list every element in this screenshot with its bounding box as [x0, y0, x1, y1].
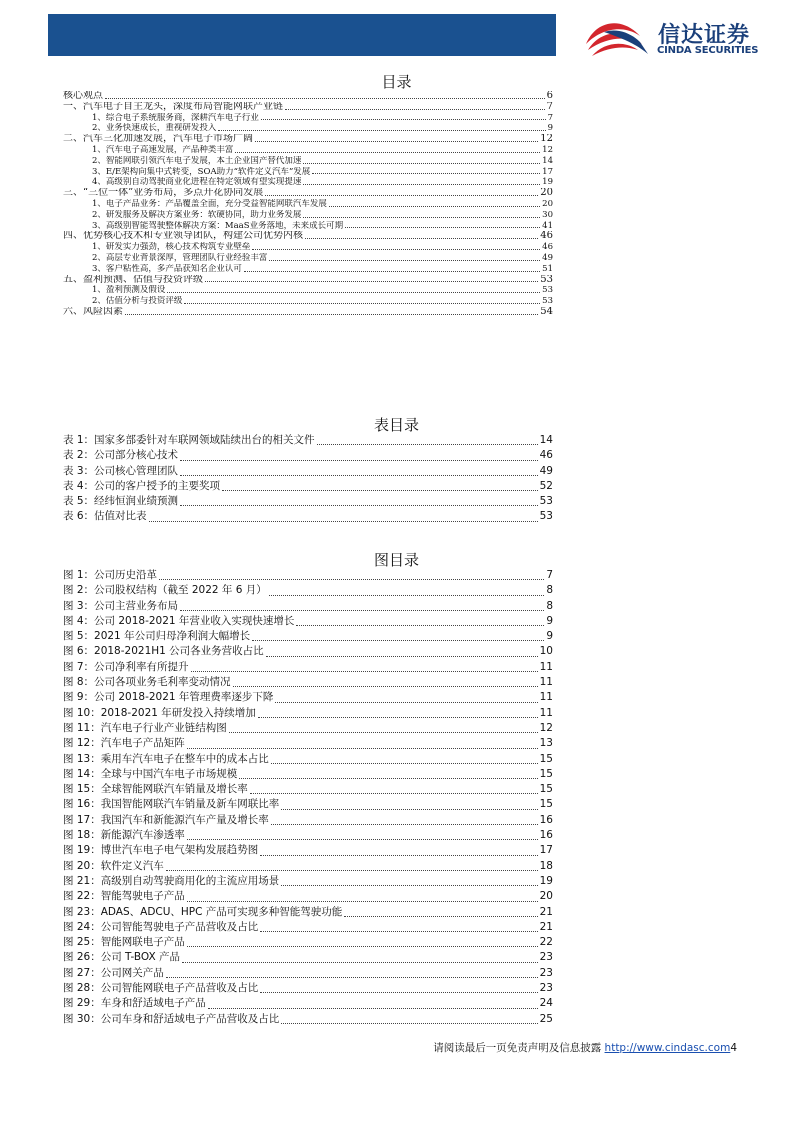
tables-list-title: 表目录: [373, 416, 419, 434]
dot-leader: [329, 206, 540, 207]
list-of-tables: [63, 433, 553, 525]
toc-entry-page: 52: [539, 479, 553, 492]
toc-entry-page: 11: [539, 660, 553, 673]
toc-entry[interactable]: [63, 859, 553, 874]
logo-chinese-name: 信达证券: [658, 23, 751, 48]
toc-entry-page: 53: [540, 274, 553, 285]
toc-entry-label: 3、高级别智能驾驶整体解决方案：MaaS业务落地，未来成长可期: [92, 220, 344, 231]
toc-entry-label: 核心观点: [63, 91, 103, 101]
toc-entry-page: 53: [539, 495, 553, 508]
toc-entry-page: 16: [539, 829, 553, 842]
toc-entry-page: 15: [539, 783, 553, 796]
toc-entry-page: 49: [539, 464, 553, 477]
toc-entry-label: 图 7：公司净利率有所提升: [63, 660, 189, 673]
dot-leader: [125, 314, 538, 315]
toc-entry-page: 53: [539, 510, 553, 523]
toc-entry-page: 24: [539, 997, 553, 1010]
toc-entry-page: 54: [540, 306, 553, 317]
toc-entry-page: 11: [539, 706, 553, 719]
toc-entry-label: 2、高层专业背景深厚，管理团队行业经验丰富: [92, 252, 268, 263]
dot-leader: [218, 130, 545, 131]
dot-leader: [191, 671, 538, 672]
toc-entry-page: 20: [540, 188, 553, 199]
toc-entry-page: 14: [539, 434, 553, 446]
toc-entry[interactable]: [63, 874, 553, 889]
toc-entry[interactable]: [63, 721, 553, 736]
toc-entry[interactable]: [63, 433, 553, 448]
cinda-logo: [582, 14, 782, 60]
toc-entry-page: 51: [542, 263, 553, 274]
dot-leader: [166, 977, 538, 978]
toc-entry[interactable]: [63, 156, 553, 167]
toc-entry[interactable]: [63, 629, 553, 644]
dot-leader: [208, 1008, 538, 1009]
toc-entry-label: 表 4：公司的客户授予的主要奖项: [63, 479, 221, 492]
dot-leader: [187, 946, 538, 947]
toc-entry-page: 12: [539, 721, 553, 734]
toc-entry-label: 三、“三位一体”业务布局，多点开花协同发展: [63, 188, 264, 199]
toc-entry-label: 图 19：博世汽车电子电气架构发展趋势图: [63, 844, 259, 857]
dot-leader: [205, 281, 538, 282]
dot-leader: [281, 809, 537, 810]
toc-entry-label: 2、研发服务及解决方案业务：软硬协同，助力业务发展: [92, 209, 302, 220]
logo-english-name: CINDA SECURITIES: [657, 45, 759, 56]
toc-entry-label: 图 8：公司各项业务毛利率变动情况: [63, 676, 231, 689]
toc-entry[interactable]: [63, 767, 553, 782]
dot-leader: [184, 303, 540, 304]
dot-leader: [229, 732, 538, 733]
toc-entry-label: 图 21：高级别自动驾驶商用化的主流应用场景: [63, 874, 280, 887]
toc-entry-page: 22: [539, 936, 553, 949]
toc-entry-page: 9: [547, 123, 553, 134]
dot-leader: [261, 119, 546, 120]
toc-entry[interactable]: [63, 797, 553, 812]
toc-entry-page: 23: [539, 951, 553, 964]
toc-entry-label: 图 14：全球与中国汽车电子市场规模: [63, 767, 238, 780]
toc-entry-page: 8: [546, 599, 553, 612]
dot-leader: [180, 610, 544, 611]
dot-leader: [271, 824, 538, 825]
dot-leader: [305, 238, 538, 239]
dot-leader: [187, 901, 538, 902]
dot-leader: [233, 686, 538, 687]
toc-entry-page: 9: [546, 614, 553, 627]
toc-entry[interactable]: [63, 690, 553, 705]
dot-leader: [266, 656, 538, 657]
dot-leader: [187, 839, 538, 840]
dot-leader: [296, 625, 544, 626]
toc-entry-page: 15: [539, 752, 553, 765]
toc-entry[interactable]: [63, 828, 553, 843]
dot-leader: [250, 793, 538, 794]
toc-entry[interactable]: [63, 509, 553, 524]
toc-entry[interactable]: [63, 145, 553, 156]
dot-leader: [252, 640, 544, 641]
toc-entry[interactable]: [63, 675, 553, 690]
toc-entry-page: 13: [539, 737, 553, 750]
toc-entry[interactable]: [63, 996, 553, 1011]
toc-entry-label: 3、客户粘性高，多产品获知名企业认可: [92, 263, 242, 274]
toc-entry-label: 图 13：乘用车汽车电子在整车中的成本占比: [63, 752, 269, 765]
toc-entry[interactable]: [63, 199, 553, 210]
toc-entry-page: 6: [546, 91, 553, 101]
toc-entry[interactable]: [63, 736, 553, 751]
toc-entry[interactable]: [63, 935, 553, 950]
toc-entry-page: 19: [539, 874, 553, 887]
toc-entry-page: 15: [539, 798, 553, 811]
cinda-emblem-icon: [582, 14, 652, 60]
dot-leader: [167, 292, 540, 293]
toc-entry-page: 7: [547, 112, 553, 123]
dot-leader: [275, 702, 537, 703]
toc-entry[interactable]: [63, 614, 553, 629]
dot-leader: [281, 885, 537, 886]
toc-entry-page: 21: [539, 920, 553, 933]
toc-entry-label: 1、汽车电子高速发展，产品种类丰富: [92, 144, 234, 155]
toc-entry-label: 一、汽车电子自主龙头，深度布局智能网联产业链: [63, 101, 283, 112]
toc-entry-page: 23: [539, 982, 553, 995]
toc-entry-label: 图 22：智能驾驶电子产品: [63, 890, 185, 903]
header-band: [48, 14, 556, 56]
toc-entry-page: 18: [539, 859, 553, 872]
toc-entry[interactable]: [63, 782, 553, 797]
dot-leader: [235, 152, 540, 153]
toc-entry-label: 图 25：智能网联电子产品: [63, 936, 185, 949]
toc-entry-page: 14: [542, 155, 553, 166]
toc-entry-page: 20: [542, 198, 553, 209]
dot-leader: [255, 141, 538, 142]
toc-entry-label: 图 3：公司主营业务布局: [63, 599, 179, 612]
toc-entry-label: 二、汽车三化加速发展，汽车电子市场广阔: [63, 134, 253, 145]
toc-entry[interactable]: [63, 221, 553, 232]
toc-entry[interactable]: [63, 905, 553, 920]
toc-entry-page: 8: [546, 584, 553, 597]
toc-entry[interactable]: [63, 253, 553, 264]
toc-entry[interactable]: [63, 177, 553, 188]
toc-entry-page: 53: [542, 296, 553, 307]
toc-entry[interactable]: [63, 843, 553, 858]
toc-entry[interactable]: [63, 113, 553, 124]
toc-entry-page: 30: [542, 209, 553, 220]
dot-leader: [180, 460, 538, 461]
toc-entry-label: 图 4：公司 2018-2021 年营业收入实现快速增长: [63, 614, 295, 627]
toc-entry-label: 1、电子产品业务：产品覆盖全面，充分受益智能网联汽车发展: [92, 198, 327, 209]
toc-entry-label: 1、盈利预测及假设: [92, 285, 166, 296]
toc-entry-label: 1、综合电子系统服务商，深耕汽车电子行业: [92, 112, 259, 123]
toc-entry[interactable]: [63, 706, 553, 721]
toc-entry[interactable]: [63, 264, 553, 275]
website-link[interactable]: http://www.cindasc.com: [604, 1042, 731, 1054]
toc-entry[interactable]: [63, 599, 553, 614]
toc-entry[interactable]: [63, 568, 553, 583]
toc-entry-page: 46: [542, 242, 553, 253]
toc-entry-label: 3、E/E架构向集中式转变，SOA助力“软件定义汽车”发展: [92, 166, 311, 177]
toc-entry-page: 46: [539, 449, 553, 462]
toc-entry[interactable]: [63, 285, 553, 296]
dot-leader: [303, 184, 540, 185]
dot-leader: [149, 521, 538, 522]
toc-entry-label: 图 5：2021 年公司归母净利润大幅增长: [63, 630, 251, 643]
list-of-figures: [63, 568, 553, 1027]
toc-entry-label: 四、优势核心技术和专业领导团队，构建公司优势内核: [63, 231, 303, 242]
toc-entry-page: 17: [542, 166, 553, 177]
toc-entry-label: 图 30：公司车身和舒适域电子产品营收及占比: [63, 1012, 280, 1025]
toc-entry[interactable]: [63, 981, 553, 996]
toc-entry-label: 2、智能网联引领汽车电子发展，本土企业国产替代加速: [92, 155, 302, 166]
dot-leader: [260, 855, 537, 856]
toc-entry-label: 图 24：公司智能驾驶电子产品营收及占比: [63, 920, 259, 933]
toc-entry[interactable]: [63, 210, 553, 221]
toc-entry-label: 1、研发实力强劲，核心技术构筑专业壁垒: [92, 242, 251, 253]
toc-entry[interactable]: [63, 966, 553, 981]
toc-entry[interactable]: [63, 889, 553, 904]
toc-entry[interactable]: [63, 494, 553, 509]
toc-entry-page: 7: [546, 569, 553, 581]
toc-entry-page: 19: [542, 177, 553, 188]
toc-entry-page: 9: [546, 630, 553, 643]
dot-leader: [187, 748, 538, 749]
toc-entry-label: 图 12：汽车电子产品矩阵: [63, 737, 185, 750]
toc-entry-page: 10: [539, 645, 553, 658]
dot-leader: [159, 579, 544, 580]
contents-title: 目录: [381, 73, 412, 91]
toc-entry-label: 表 1：国家多部委针对车联网领域陆续出台的相关文件: [63, 434, 315, 446]
toc-entry[interactable]: [63, 231, 553, 242]
dot-leader: [260, 931, 537, 932]
toc-entry-label: 五、盈利预测、估值与投资评级: [63, 274, 203, 285]
toc-entry-label: 图 11：汽车电子行业产业链结构图: [63, 721, 227, 734]
toc-entry-label: 2、估值分析与投资评级: [92, 296, 183, 307]
toc-entry-page: 53: [542, 285, 553, 296]
dot-leader: [281, 1023, 537, 1024]
toc-entry[interactable]: [63, 307, 553, 318]
toc-entry-label: 图 27：公司网关产品: [63, 966, 164, 979]
toc-entry-label: 表 6：估值对比表: [63, 510, 147, 523]
toc-entry-label: 图 18：新能源汽车渗透率: [63, 829, 185, 842]
dot-leader: [271, 763, 538, 764]
dot-leader: [239, 778, 537, 779]
toc-entry[interactable]: [63, 583, 553, 598]
toc-entry-page: 21: [539, 905, 553, 918]
dot-leader: [303, 217, 540, 218]
toc-entry[interactable]: [63, 752, 553, 767]
dot-leader: [180, 475, 538, 476]
toc-entry[interactable]: [63, 464, 553, 479]
dot-leader: [222, 490, 538, 491]
toc-entry-label: 图 1：公司历史沿革: [63, 569, 158, 581]
toc-entry[interactable]: [63, 448, 553, 463]
toc-entry[interactable]: [63, 275, 553, 286]
toc-entry-page: 17: [539, 844, 553, 857]
toc-entry[interactable]: [63, 644, 553, 659]
toc-entry-page: 11: [539, 691, 553, 704]
toc-entry[interactable]: [63, 660, 553, 675]
toc-entry-page: 23: [539, 966, 553, 979]
toc-entry-label: 表 3：公司核心管理团队: [63, 464, 179, 477]
dot-leader: [285, 109, 545, 110]
dot-leader: [312, 173, 540, 174]
toc-entry-page: 46: [540, 231, 553, 242]
toc-entry-page: 11: [539, 676, 553, 689]
toc-entry-label: 图 17：我国汽车和新能源汽车产量及增长率: [63, 813, 269, 826]
dot-leader: [260, 992, 537, 993]
dot-leader: [303, 163, 540, 164]
toc-entry[interactable]: [63, 188, 553, 199]
toc-entry-page: 12: [542, 144, 553, 155]
page-footer: [433, 1040, 737, 1055]
table-of-contents: [63, 91, 553, 318]
toc-entry-label: 2、业务快速成长，重视研发投入: [92, 123, 217, 134]
toc-entry[interactable]: [63, 1012, 553, 1027]
dot-leader: [182, 962, 538, 963]
dot-leader: [166, 870, 538, 871]
dot-leader: [180, 505, 538, 506]
toc-entry-label: 图 28：公司智能网联电子产品营收及占比: [63, 982, 259, 995]
toc-entry-page: 16: [539, 813, 553, 826]
toc-entry[interactable]: [63, 242, 553, 253]
dot-leader: [105, 98, 545, 99]
dot-leader: [252, 249, 540, 250]
toc-entry-label: 图 2：公司股权结构（截至 2022 年 6 月）: [63, 584, 267, 597]
dot-leader: [244, 271, 540, 272]
toc-entry-label: 4、高级别自动驾驶商业化进程在特定领域有望实现提速: [92, 177, 302, 188]
toc-entry-label: 图 29：车身和舒适域电子产品: [63, 997, 206, 1010]
toc-entry[interactable]: [63, 813, 553, 828]
dot-leader: [317, 444, 538, 445]
toc-entry-page: 7: [546, 101, 553, 112]
toc-entry-page: 49: [542, 252, 553, 263]
dot-leader: [269, 595, 545, 596]
dot-leader: [265, 195, 538, 196]
toc-entry-page: 20: [539, 890, 553, 903]
toc-entry-label: 六、风险因素: [63, 306, 123, 317]
toc-entry-label: 表 5：经纬恒润业绩预测: [63, 495, 179, 508]
disclaimer-notice: 请阅读最后一页免责声明及信息披露: [433, 1042, 602, 1054]
toc-entry-page: 15: [539, 767, 553, 780]
toc-entry[interactable]: [63, 91, 553, 102]
dot-leader: [345, 227, 540, 228]
page-number: 4: [730, 1042, 737, 1054]
toc-entry-label: 图 26：公司 T-BOX 产品: [63, 951, 181, 964]
toc-entry-page: 25: [539, 1012, 553, 1025]
dot-leader: [344, 916, 537, 917]
toc-entry[interactable]: [63, 479, 553, 494]
toc-entry-page: 12: [540, 134, 553, 145]
toc-entry[interactable]: [63, 167, 553, 178]
toc-entry[interactable]: [63, 296, 553, 307]
dot-leader: [258, 717, 538, 718]
toc-entry[interactable]: [63, 102, 553, 113]
toc-entry-label: 图 6：2018-2021H1 公司各业务营收占比: [63, 645, 264, 658]
toc-entry-page: 41: [542, 220, 553, 231]
toc-entry[interactable]: [63, 950, 553, 965]
dot-leader: [269, 260, 540, 261]
toc-entry-label: 图 10：2018-2021 年研发投入持续增加: [63, 706, 256, 719]
toc-entry[interactable]: [63, 123, 553, 134]
toc-entry-label: 表 2：公司部分核心技术: [63, 449, 179, 462]
toc-entry[interactable]: [63, 920, 553, 935]
toc-entry-label: 图 20：软件定义汽车: [63, 859, 164, 872]
figures-list-title: 图目录: [373, 551, 419, 569]
toc-entry-label: 图 15：全球智能网联汽车销量及增长率: [63, 783, 248, 796]
toc-entry-label: 图 23：ADAS、ADCU、HPC 产品可实现多种智能驾驶功能: [63, 905, 343, 918]
toc-entry[interactable]: [63, 134, 553, 145]
toc-entry-label: 图 16：我国智能网联汽车销量及新车网联比率: [63, 798, 280, 811]
toc-entry-label: 图 9：公司 2018-2021 年管理费率逐步下降: [63, 691, 274, 704]
